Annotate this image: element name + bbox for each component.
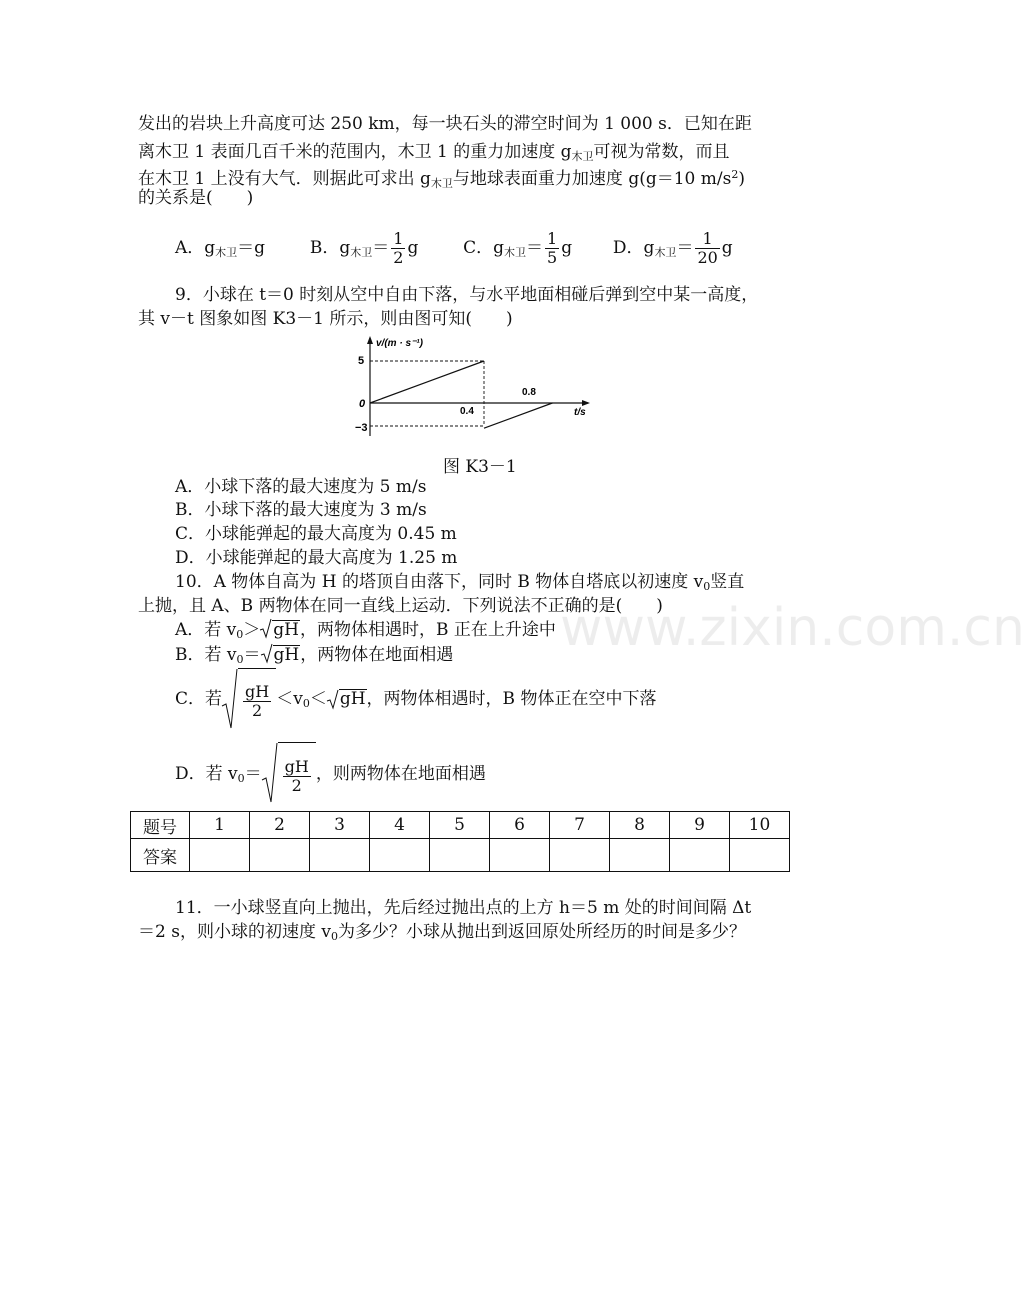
table-cell: 10 [730,812,790,839]
answer-cell[interactable] [370,839,430,872]
q9-option-b: B．小球下落的最大速度为 3 m/s [175,500,427,520]
q9-option-d: D．小球能弹起的最大高度为 1.25 m [175,548,458,568]
table-cell: 3 [310,812,370,839]
q8-line-1: 发出的岩块上升高度可达 250 km，每一块石头的滞空时间为 1 000 s．已知在距 [138,114,752,134]
answer-cell[interactable] [550,839,610,872]
table-cell: 5 [430,812,490,839]
answer-cell[interactable] [670,839,730,872]
q9-line-1: 9．小球在 t＝0 时刻从空中自由下落，与水平地面相碰后弹到空中某一高度， [175,285,759,305]
table-cell: 6 [490,812,550,839]
table-cell: 8 [610,812,670,839]
q11-line-2: ＝2 s，则小球的初速度 $v_0$为多少？小球从抛出到返回原处所经历的时间是多少？ [138,922,746,943]
answer-cell[interactable] [730,839,790,872]
answer-cell[interactable] [190,839,250,872]
q8-line-2: 离木卫 1 表面几百千米的范围内，木卫 1 的重力加速度 $g_{木卫}$可视为常数，而且 [138,142,730,163]
y-axis-label: v/(m · s⁻¹) [376,338,423,349]
table-cell: 4 [370,812,430,839]
x-axis-label: t/s [574,407,586,418]
figure-caption: 图 K3－1 [443,457,517,477]
q9-option-a: A．小球下落的最大速度为 5 m/s [175,477,427,497]
vt-chart [355,333,598,443]
y-axis-arrow [367,336,373,344]
table-cell: 1 [190,812,250,839]
answer-cell[interactable] [250,839,310,872]
x-tick-0-8: 0.8 [522,387,536,398]
table-cell: 9 [670,812,730,839]
answer-cell[interactable] [430,839,490,872]
watermark: www.zixin.com.cn [560,598,1025,658]
table-row-numbers [131,812,790,839]
q10-option-a: A．若 $v_0>$ gH，两物体相遇时，B 正在上升途中 [175,620,556,641]
q8-line-4: 的关系是( ) [138,188,254,208]
q9-line-2: 其 v－t 图象如图 K3－1 所示，则由图可知( ) [138,309,513,329]
q11-line-1: 11．一小球竖直向上抛出，先后经过抛出点的上方 h＝5 m 处的时间间隔 Δt [175,898,752,918]
x-tick-0-4: 0.4 [460,406,474,417]
table-head-number: 题号 [131,812,190,839]
x-axis-arrow [582,400,590,406]
y-tick-5: 5 [358,355,365,367]
q10-option-c: C．若 $\frac{gH}{2}$ $<v_0<$ gH，两物体相遇时，B 物体正在空中下落 [175,668,656,734]
table-head-answer: 答案 [131,839,190,872]
answer-cell[interactable] [310,839,370,872]
q8-option-c: C．$g_{木卫}=$ $\frac{1}{5}$ g [463,229,573,267]
q8-option-d: D．$g_{木卫}=$ $\frac{1}{20}$ g [612,229,733,267]
q9-option-c: C．小球能弹起的最大高度为 0.45 m [175,524,457,544]
q10-option-b: B．若 $v_0=$ gH，两物体在地面相遇 [175,645,454,666]
rebound-line [484,403,552,428]
q10-line-1: 10．A 物体自高为 H 的塔顶自由落下，同时 B 物体自塔底以初速度 $v_0$竖直 [175,572,745,593]
table-cell: 2 [250,812,310,839]
q8-options [175,228,733,273]
q8-line-3: 在木卫 1 上没有大气．则据此可求出 $g_{木卫}$与地球表面重力加速度 g(g＝10 $m/s^2$) [138,168,745,190]
table-cell: 7 [550,812,610,839]
falling-line [370,361,484,403]
y-tick-neg3: −3 [355,422,368,434]
answer-table [130,811,790,872]
answer-cell[interactable] [610,839,670,872]
q8-option-b: B．$g_{木卫}=$ $\frac{1}{2}$ g [309,229,419,267]
q8-option-a: A．$g_{木卫}=g$ [175,238,266,259]
table-row-answers [131,839,790,872]
answer-cell[interactable] [490,839,550,872]
q10-line-2: 上抛，且 A、B 两物体在同一直线上运动．下列说法不正确的是( ) [138,596,663,616]
q10-option-d: D．若 $v_0=$ $\frac{gH}{2}$ ，则两物体在地面相遇 [175,742,486,810]
origin-label: 0 [359,398,366,410]
